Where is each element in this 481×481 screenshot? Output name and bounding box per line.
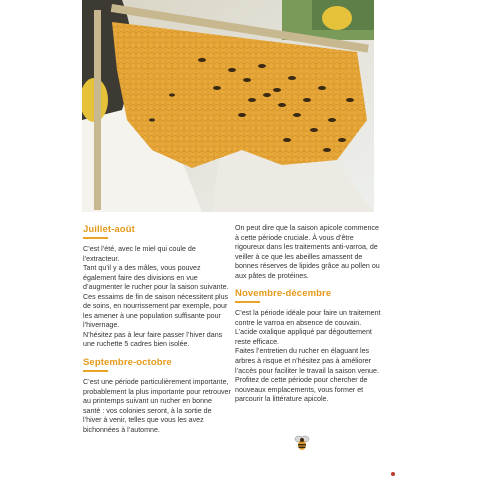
heading-underline [83, 237, 108, 239]
paragraph: Tant qu’il y a des mâles, vous pouvez également faire des divisions en vue d’augmenter le rucher pour la saison suivante. Ces essaims de fin de saison nécessitent plus de soins, en nourrissement par exemple, pour les amener à une population suffisante pour l’hivernage. [83, 264, 229, 330]
paragraph: Profitez de cette période pour chercher de nouveaux emplacements, vous former et parcourir la littérature apicole. [235, 376, 368, 404]
paragraph: On peut dire que la saison apicole commence à cette période cruciale. À vous d’être rigoureux dans les traitements anti-varroa, de veiller à ce que les abeilles amassent de bonnes réserves de lipides grâce au pollen ou aux pâtes de protéines. [235, 224, 380, 280]
beekeeper-honeycomb-photo [82, 0, 374, 212]
bee-icon [293, 435, 311, 451]
page-marker [391, 472, 395, 476]
paragraph: Faites l’entretien du rucher en élaguant les arbres à risque et n’hésitez pas à améliorer l’accès pour faciliter le travail la saison venue. [235, 347, 379, 375]
paragraph: C’est la période idéale pour faire un traitement contre le varroa en absence de couvain. L’acide oxalique appliqué par dégouttement reste efficace. [235, 309, 381, 346]
paragraph: C’est l’été, avec le miel qui coule de l’extracteur. [83, 245, 196, 263]
section-heading-septembre-octobre: Septembre-octobre [83, 357, 172, 369]
section-heading-novembre-decembre: Novembre-décembre [235, 288, 332, 300]
section-heading-juillet-aout: Juillet-août [83, 224, 135, 235]
heading-underline [235, 301, 260, 303]
paragraph: N’hésitez pas à leur faire passer l’hiver dans une ruchette 5 cadres bien isolée. [83, 330, 223, 349]
left-column [83, 224, 231, 435]
heading-underline [83, 370, 108, 372]
right-column [235, 224, 383, 405]
paragraph: C’est une période particulièrement importante, probablement la plus importante pour retrouver au printemps suivant un rucher en bonne santé : vos colonies seront, à la sortie de l’hiver à venir, telles que vous les avez bichonnées à l’automne. [83, 378, 231, 434]
